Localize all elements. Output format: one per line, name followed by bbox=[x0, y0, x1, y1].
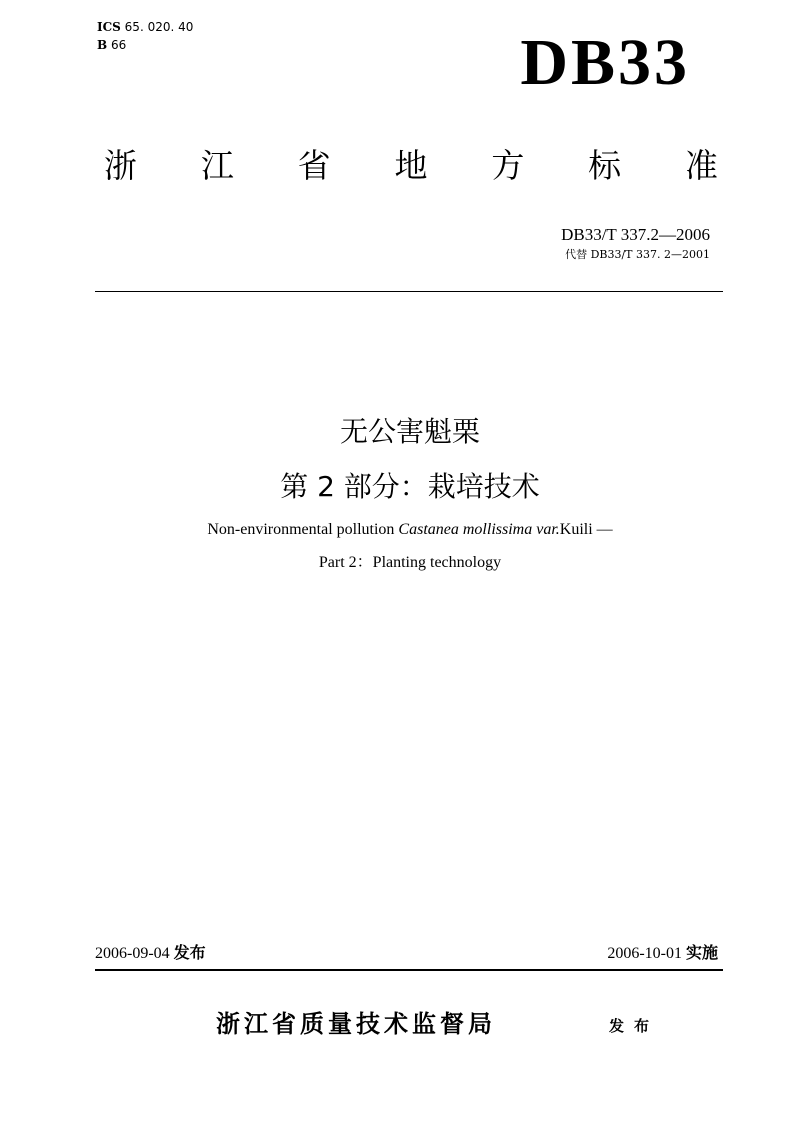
title-english-main bbox=[0, 519, 800, 541]
title-english-species: Castanea mollissima var. bbox=[398, 521, 560, 538]
implement-date-label: 实施 bbox=[685, 943, 718, 962]
title-english-prefix: Non-environmental pollution bbox=[207, 521, 399, 538]
issue-date-value: 2006-09-04 bbox=[95, 945, 170, 962]
replaces-standard: 代替 DB33/T 337. 2—2001 bbox=[565, 248, 710, 261]
publisher-name: 浙江省质量技术监督局 bbox=[216, 1010, 496, 1038]
standard-type-char: 江 bbox=[200, 146, 234, 185]
standard-type-char: 浙 bbox=[104, 146, 137, 185]
standard-type-char: 方 bbox=[491, 146, 525, 185]
ics-code bbox=[97, 20, 193, 35]
standard-type-heading bbox=[104, 144, 718, 188]
standard-type-char: 准 bbox=[684, 146, 718, 185]
ccs-label: B bbox=[97, 38, 108, 52]
title-english-suffix: Kuili — bbox=[559, 521, 613, 538]
title-english-part: Part 2：Planting technology bbox=[318, 554, 502, 571]
title-chinese-part: 第 2 部分：栽培技术 bbox=[280, 470, 540, 503]
issue-date bbox=[95, 942, 206, 965]
implement-date bbox=[607, 942, 718, 965]
ccs-value: 66 bbox=[110, 38, 127, 52]
title-chinese-main: 无公害魁栗 bbox=[339, 415, 480, 448]
publisher-action: 发布 bbox=[609, 1017, 660, 1035]
standard-number: DB33/T 337.2—2006 bbox=[561, 225, 710, 244]
bottom-divider bbox=[95, 969, 723, 971]
standard-code-logo: DB33 bbox=[520, 26, 690, 99]
issue-date-label: 发布 bbox=[173, 943, 206, 962]
standard-type-char: 地 bbox=[394, 146, 428, 185]
ics-label: ICS bbox=[97, 20, 121, 34]
standard-type-char: 省 bbox=[297, 146, 331, 185]
implement-date-value: 2006-10-01 bbox=[607, 945, 682, 962]
ccs-code bbox=[97, 38, 126, 53]
ics-value: 65. 020. 40 bbox=[124, 20, 194, 34]
top-divider bbox=[95, 291, 723, 292]
standard-type-char: 标 bbox=[588, 146, 622, 185]
